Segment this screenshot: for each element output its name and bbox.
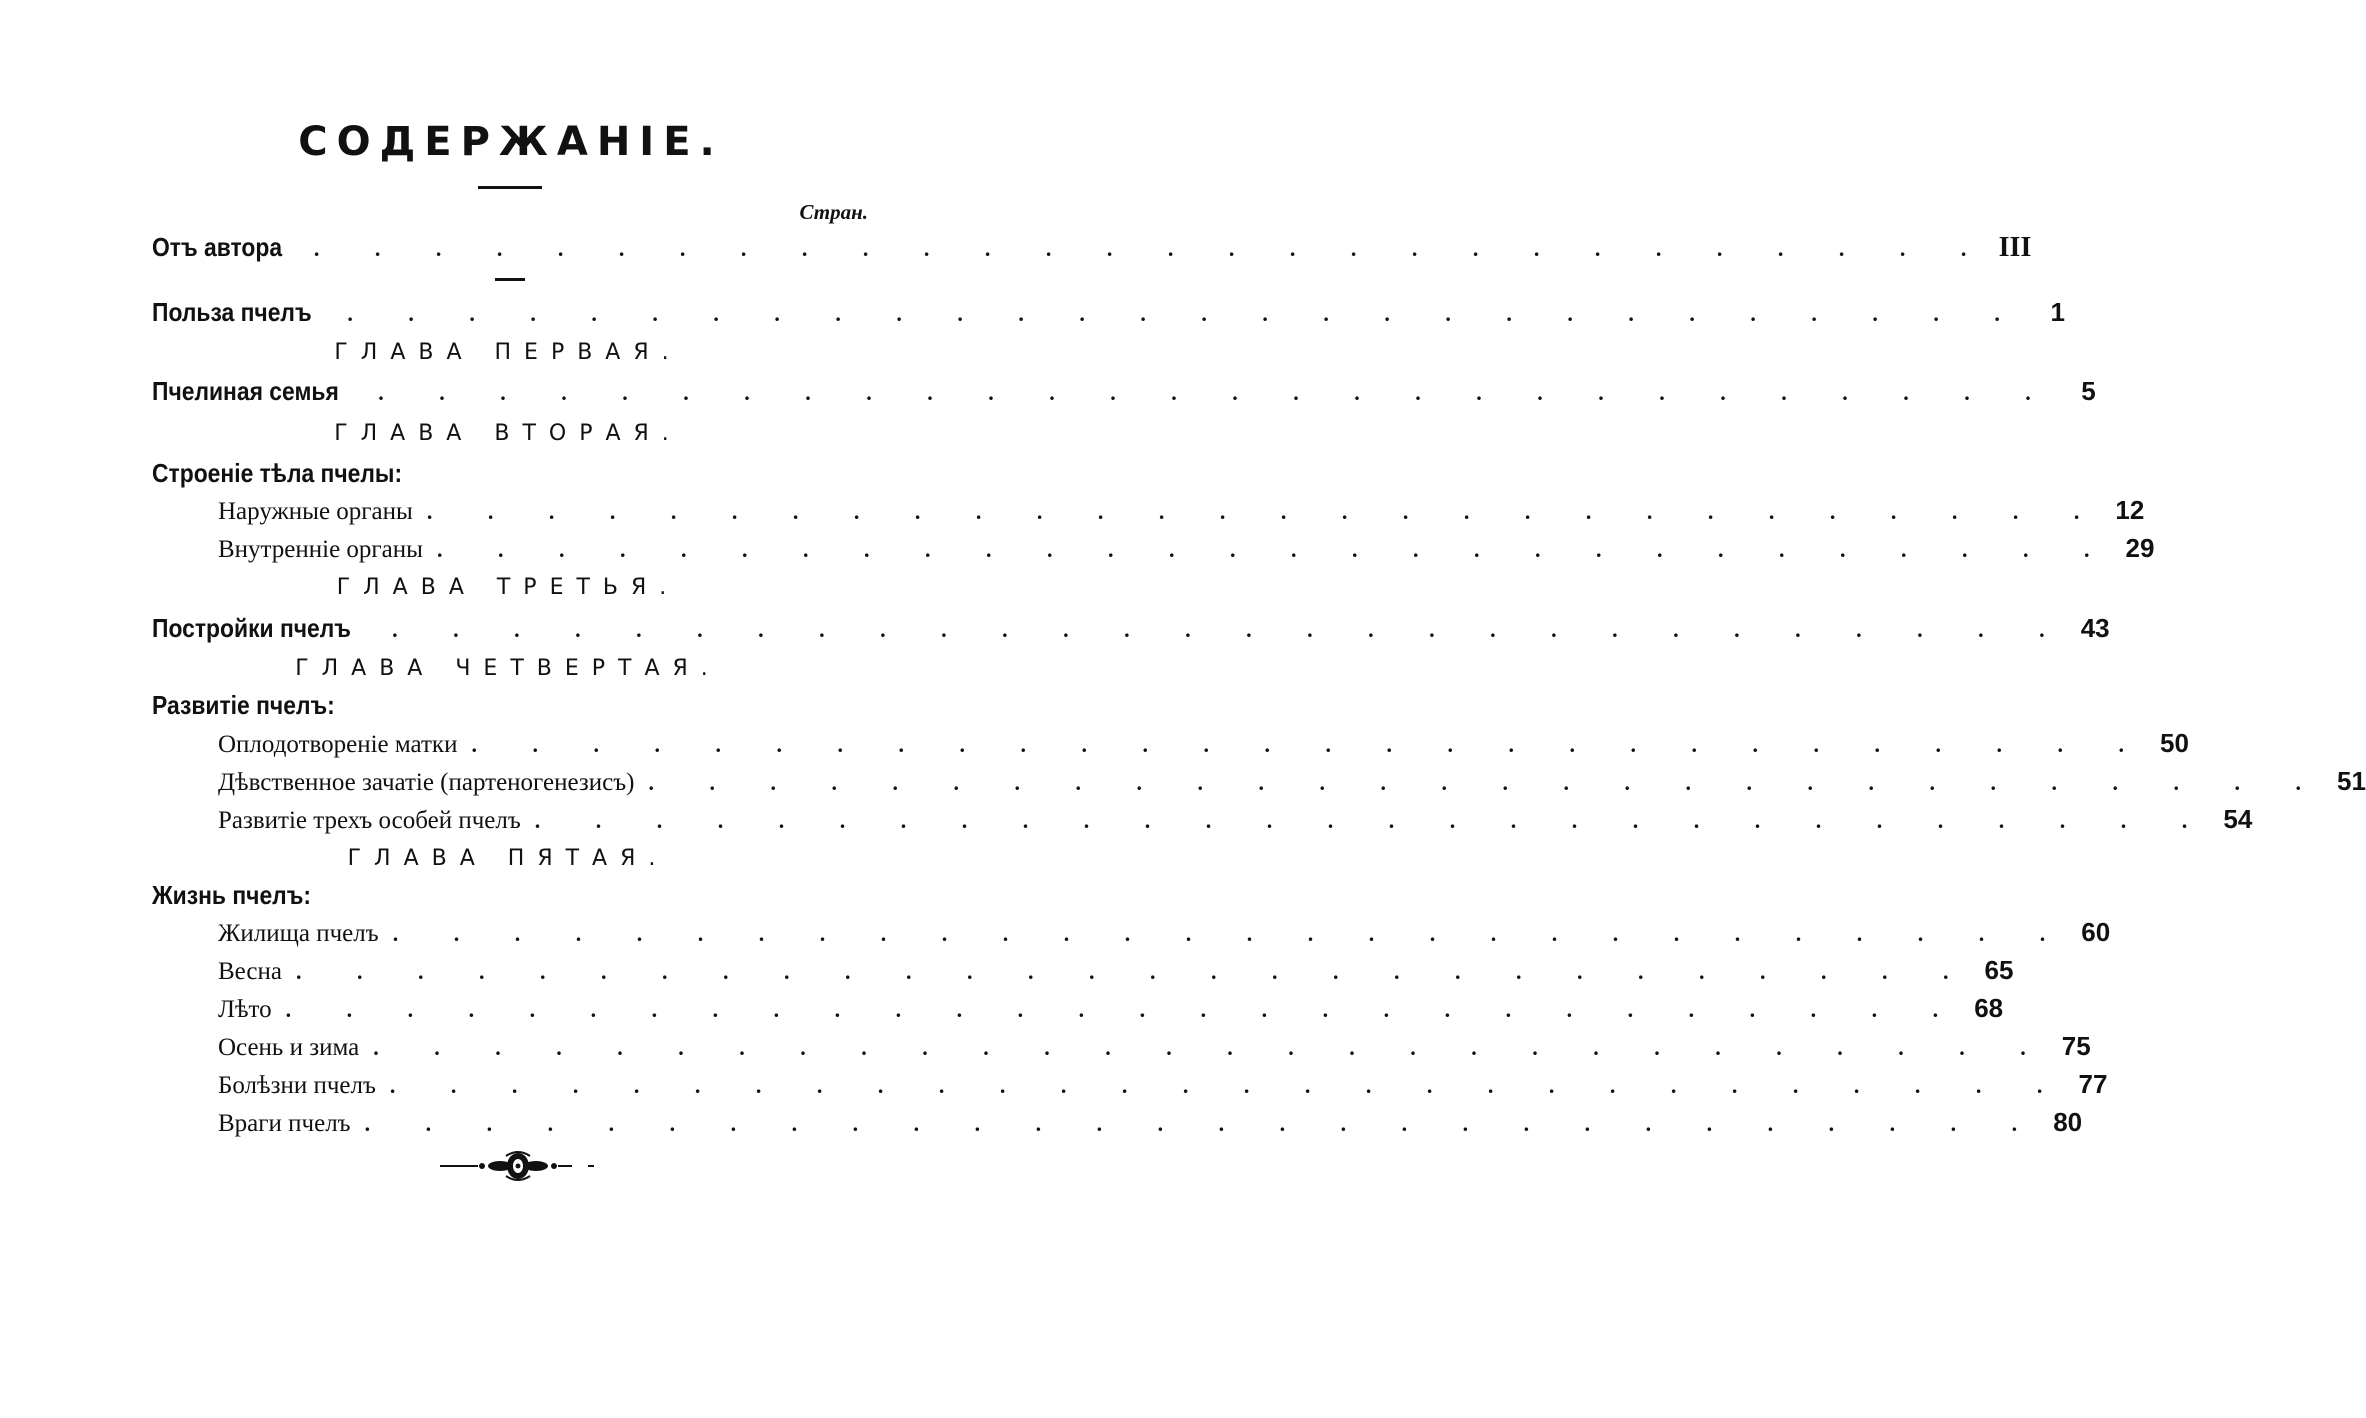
toc-entry-label: Внутренніе органы [218,536,423,563]
toc-entry-fertilization[interactable] [218,728,2189,762]
toc-entry-spring[interactable] [218,955,2014,989]
toc-entry-benefit[interactable] [152,297,2065,331]
toc-entry-bee-dwellings[interactable] [218,917,2111,951]
toc-entry-page: 29 [2125,533,2155,563]
page-title: СОДЕРЖАНІЕ. [298,119,724,165]
toc-entry-page: 43 [2080,613,2110,643]
toc-entry-page: 60 [2081,917,2111,947]
toc-entry-page: 80 [2053,1107,2083,1137]
toc-entry-preface[interactable] [152,232,2032,266]
toc-entry-internal-organs[interactable] [218,533,2155,567]
toc-entry-label: Осень и зима [218,1034,360,1061]
dot-leader: . . . . . . . . . . . . . . . . . . . . . . . . . . . . [436,537,2115,562]
toc-entry-external-organs[interactable] [218,495,2145,529]
chapter-heading-2: ГЛАВА ВТОРАЯ. [334,421,682,446]
toc-entry-bee-constructions[interactable] [152,613,2110,647]
toc-entry-label: Весна [218,958,282,985]
toc-entry-label: Развитіе трехъ особей пчелъ [218,807,521,834]
section-title-bee-life: Жизнь пчелъ: [152,880,312,910]
toc-entry-page: 51 [2337,766,2366,796]
ornament-tailpiece-icon [438,1146,598,1186]
dot-leader: . . . . . . . . . . . . . . . . . . . . . . . . . . . . [378,380,2056,405]
toc-entry-page: 68 [1974,993,2004,1023]
dot-leader: . . . . . . . . . . . . . . . . . . . . . . . . . . . . [373,1035,2051,1060]
dot-leader: . . . . . . . . . . . . . . . . . . . . . . . . . . . . [364,1111,2043,1136]
dot-leader: . . . . . . . . . . . . . . . . . . . . . . . . . . . . [285,997,1964,1022]
section-title-body-structure: Строеніе тѣла пчелы: [152,458,403,488]
toc-entry-label: Польза пчелъ [152,297,312,327]
dot-leader: . . . . . . . . . . . . . . . . . . . . . . . . . . . . [347,301,2025,326]
toc-entry-page: 75 [2061,1031,2091,1061]
toc-entry-bee-diseases[interactable] [218,1069,2108,1103]
section-rule [495,278,525,281]
dot-leader: . . . . . . . . . . . . . . . . . . . . . . . . . . . . [648,770,2326,795]
toc-entry-three-castes[interactable] [218,804,2253,838]
toc-entry-page: III [1998,232,2032,263]
toc-entry-page: 54 [2223,804,2253,834]
toc-entry-label: Жилища пчелъ [218,920,379,947]
dot-leader: . . . . . . . . . . . . . . . . . . . . . . . . . . . . [389,1073,2068,1098]
toc-entry-label: Болѣзни пчелъ [218,1072,376,1099]
toc-entry-page: 1 [2050,297,2065,327]
toc-entry-label: Дѣвственное зачатіе (партеногенезисъ) [218,769,635,796]
toc-entry-label: Отъ автора [152,232,283,262]
toc-entry-page: 77 [2078,1069,2108,1099]
toc-entry-page: 65 [1984,955,2014,985]
page-column-label: Стран. [799,200,868,224]
title-rule [478,186,542,189]
dot-leader: . . . . . . . . . . . . . . . . . . . . . . . . . . . . [426,499,2105,524]
toc-entry-summer[interactable] [218,993,2004,1027]
section-title-bee-development: Развитіе пчелъ: [152,690,335,720]
toc-entry-page: 50 [2160,728,2189,758]
toc-entry-page: 5 [2081,376,2096,406]
chapter-heading-3: ГЛАВА ТРЕТЬЯ. [336,575,680,600]
toc-entry-label: Лѣто [218,996,272,1023]
dot-leader: . . . . . . . . . . . . . . . . . . . . . . . . . . . . [313,236,1992,261]
toc-entry-autumn-winter[interactable] [218,1031,2091,1065]
dot-leader: . . . . . . . . . . . . . . . . . . . . . . . . . . . . [295,959,1974,984]
toc-entry-label: Оплодотвореніе матки [218,731,458,758]
toc-entry-label: Постройки пчелъ [152,613,351,643]
toc-entry-label: Враги пчелъ [218,1110,351,1137]
toc-entry-bee-enemies[interactable] [218,1107,2083,1141]
dot-leader: . . . . . . . . . . . . . . . . . . . . . . . . . . . . [534,808,2213,833]
toc-entry-label: Пчелиная семья [152,376,339,406]
toc-entry-parthenogenesis[interactable] [218,766,2366,800]
chapter-heading-5: ГЛАВА ПЯТАЯ. [347,846,669,871]
toc-entry-label: Наружные органы [218,498,413,525]
chapter-heading-1: ГЛАВА ПЕРВАЯ. [334,340,682,365]
dot-leader: . . . . . . . . . . . . . . . . . . . . . . . . . . . . [392,617,2070,642]
toc-entry-page: 12 [2115,495,2145,525]
chapter-heading-4: ГЛАВА ЧЕТВЕРТАЯ. [295,656,721,681]
dot-leader: . . . . . . . . . . . . . . . . . . . . . . . . . . . . [471,732,2149,757]
toc-entry-bee-family[interactable] [152,376,2096,410]
dot-leader: . . . . . . . . . . . . . . . . . . . . . . . . . . . . [392,921,2071,946]
